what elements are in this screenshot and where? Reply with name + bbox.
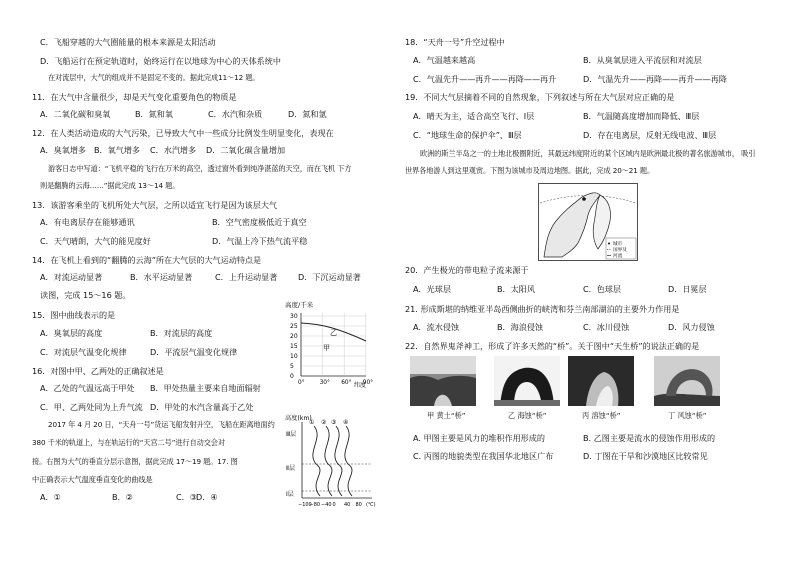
atmosphere-layers-chart (284, 412, 376, 510)
photo-caption-yi: 乙 海蚀“桥” (508, 411, 547, 420)
q11-stem: 11．在大气中含量很少，却是天气变化重要角色的物质是 (32, 92, 237, 102)
q20-option-b[interactable]: B．太阳风 (497, 284, 535, 294)
q17-option-a[interactable]: A．① (40, 492, 61, 502)
chart2-x-tick: −40 (321, 502, 332, 508)
chart1-y-tick: 25 (290, 323, 298, 330)
q13-option-d[interactable]: D．气温上冷下热气流平稳 (212, 236, 308, 246)
q14-option-a[interactable]: A．对流运动显著 (40, 272, 103, 282)
q19-option-b[interactable]: B．气温随高度增加而降低、Ⅲ层 (583, 111, 700, 121)
photo-caption-bing: 丙 溶蚀“桥” (582, 411, 621, 420)
q12-stem: 12．在人类活动造成的大气污染，已导致大气中一些成分比例发生明显变化，表现在 (32, 128, 334, 138)
q13-option-a[interactable]: A．有电离层存在能够通讯 (40, 217, 135, 227)
chart2-x-tick: 40 (344, 502, 351, 508)
intro-15-16: 读图，完成 15～16 题。 (40, 290, 131, 300)
layer-label-1: Ⅰ层 (286, 491, 294, 498)
q16-option-c[interactable]: C．甲、乙两处同为上升气流 (40, 402, 143, 412)
intro-17-c: 接。右图为大气的垂直分层示意图，据此完成 17～19 题。17. 图 (32, 457, 238, 466)
photo-wind-bridge (654, 356, 720, 406)
q20-stem: 20．产生极光的带电粒子流来源于 (405, 265, 529, 275)
q20-option-d[interactable]: D．日冕层 (668, 284, 707, 294)
q21-option-b[interactable]: B．海浪侵蚀 (497, 322, 544, 332)
q14-option-d[interactable]: D．下沉运动显著 (298, 272, 361, 282)
q11-option-d[interactable]: D．氮和氩 (288, 109, 327, 119)
curve-3 (335, 426, 342, 496)
q12-option-c[interactable]: C．水汽增多 (150, 145, 197, 155)
chart1-label-yi: 乙 (330, 329, 337, 337)
photo-caption-ding: 丁 风蚀“桥” (668, 411, 707, 420)
chart1-y-tick: 15 (290, 343, 298, 350)
q17-option-c[interactable]: C．③ (176, 492, 198, 502)
intro-11-12: 在对流层中，大气的组成并不是固定不变的。据此完成11～12 题。 (48, 73, 260, 82)
q22-option-b[interactable]: B. 乙图主要是流水的侵蚀作用形成的 (583, 433, 716, 443)
intro-20-21-b: 世界各地游人到这里观赏。下图为该城市及周边地图。据此，完成 20～21 题。 (405, 166, 655, 175)
chart1-x-tick: 60° (341, 380, 352, 386)
curve-label-3: ③ (331, 419, 337, 426)
q13-option-c[interactable]: C．天气晴朗，大气的能见度好 (40, 236, 151, 246)
q21-option-c[interactable]: C．冰川侵蚀 (583, 322, 630, 332)
q18-option-d[interactable]: D．气温先升——再降——再升——再降 (583, 74, 727, 84)
q15-stem: 15．图中曲线表示的是 (32, 310, 116, 320)
q14-stem: 14．在飞机上看到的“翻腾的云海”所在大气层的大气运动特点是 (32, 255, 262, 265)
q19-option-d[interactable]: D．存在电离层，反射无线电波、Ⅲ层 (583, 130, 717, 140)
q22-option-c[interactable]: C. 丙图的地貌类型在我国华北地区广布 (413, 451, 554, 461)
chart1-x-tick: 90° (362, 380, 374, 386)
chart2-x-unit: (℃) (366, 502, 376, 508)
chart1-x-tick: 30° (319, 380, 330, 386)
q19-stem: 19．不同大气层摘着不同的自然现象，下列叙述与所在大气层对应正确的是 (405, 92, 675, 102)
tropopause-chart (282, 298, 377, 388)
q18-option-b[interactable]: B．从臭氧层进入平流层和对流层 (583, 55, 702, 65)
scandinavia-map (538, 183, 638, 261)
chart1-y-tick: 20 (290, 333, 298, 340)
q18-stem: 18．“天舟一号”升空过程中 (405, 37, 505, 47)
q17-option-d[interactable]: D．④ (196, 492, 218, 502)
q20-option-a[interactable]: A．光球层 (413, 284, 451, 294)
intro-20-21-a: 欧洲的斯兰半岛之一的土地北极圈附近，其最远纬度附近的某个区域内是欧洲最北极的著名旅游城市， 吸引 (420, 149, 756, 158)
chart2-x-tick: −100 (298, 502, 312, 508)
city-marker (582, 197, 586, 201)
q21-option-a[interactable]: A．流水侵蚀 (413, 322, 460, 332)
curve-label-4: ④ (343, 419, 349, 426)
layer-label-2: Ⅱ层 (286, 465, 295, 472)
chart1-x-tick: 0° (298, 380, 305, 386)
q19-option-c[interactable]: C．“地球生命的保护伞”、Ⅲ层 (413, 130, 522, 140)
q15-option-a[interactable]: A．臭氧层的高度 (40, 328, 103, 338)
chart1-label-jia: 甲 (323, 344, 330, 352)
intro-17-d: 中正确表示大气温度垂直变化的曲线是 (32, 475, 153, 484)
chart2-x-tick: 0 (332, 502, 336, 508)
q20-option-c[interactable]: C．色球层 (583, 284, 622, 294)
intro-17-a: 2017 年 4 月 20 日，“天舟一号”货运飞船发射升空，飞船在距离地面约 (48, 420, 275, 429)
curve-2 (325, 426, 332, 496)
q18-option-c[interactable]: C．气温先升——再升——再降——再升 (413, 74, 557, 84)
q14-option-b[interactable]: B．水平运动显著 (130, 272, 193, 282)
option-d-prev: D．飞船运行在预定轨道时，始终运行在以地球为中心的天体系统中 (40, 56, 281, 66)
q16-option-d[interactable]: D．甲处的水汽含量高于乙处 (150, 402, 254, 412)
layer-label-3: Ⅲ层 (286, 431, 297, 438)
chart1-y-tick: 10 (290, 353, 298, 360)
curve-label-2: ② (321, 419, 327, 426)
q15-option-d[interactable]: D．平流层气温变化规律 (150, 347, 238, 357)
map-legend-border: 国界及 (613, 248, 627, 253)
chart1-y-tick: 5 (290, 363, 294, 370)
q21-stem: 21. 形成斯堪的纳维亚半岛西侧曲折的峡湾和芬兰南部湖泊的主要外力作用是 (405, 304, 680, 314)
q17-option-b[interactable]: B．② (112, 492, 133, 502)
q15-option-b[interactable]: B．对流层的高度 (150, 328, 213, 338)
q12-option-a[interactable]: A．臭氧增多 (40, 145, 87, 155)
chart2-y-title: 高度(km) (285, 415, 312, 422)
photo-karst-bridge (568, 356, 634, 406)
curve-4 (345, 426, 352, 496)
intro-13-14-a: 游客日志中写道：“飞机平稳的飞行在万米的高空，透过窗外看到纯净湛蓝的天空，而在飞机 下方 (48, 164, 352, 173)
photo-sea-arch (494, 356, 560, 406)
chart1-y-tick: 30 (290, 313, 298, 320)
curve-label-1: ① (309, 419, 315, 426)
photo-caption-jia: 甲 黄土“桥” (427, 411, 466, 420)
q18-option-a[interactable]: A．气温越来越高 (413, 55, 476, 65)
q13-stem: 13．该游客乘坐的飞机所处大气层，之所以适宜飞行是因为该层大气 (32, 200, 278, 210)
q13-option-b[interactable]: B．空气密度极低近于真空 (212, 217, 307, 227)
q11-option-c[interactable]: C．水汽和杂质 (208, 109, 263, 119)
intro-13-14-b: 则是翻腾的云海……”据此完成 13～14 题。 (40, 181, 180, 190)
map-legend-city: 城市 (613, 242, 623, 247)
q16-option-a[interactable]: A．乙处的气温远高于甲处 (40, 383, 135, 393)
q22-stem: 22．自然界鬼斧神工，形成了许多天然的“桥”。关于图中“天生桥”的说法正确的是 (405, 341, 700, 351)
chart1-y-title: 高度/千米 (285, 301, 314, 309)
chart1-y-tick: 0 (290, 373, 294, 380)
photo-loess-bridge (410, 356, 476, 406)
q22-option-a[interactable]: A. 甲图主要是风力的堆积作用形成的 (413, 433, 545, 443)
q12-option-b[interactable]: B．氧气增多 (94, 145, 141, 155)
q15-option-c[interactable]: C．对流层气温变化规律 (40, 347, 127, 357)
q12-option-d[interactable]: D．二氧化碳含量增加 (206, 145, 286, 155)
option-c-prev: C．飞船穿越的大气圈能量的根本来源是太阳活动 (40, 37, 216, 47)
intro-17-b: 380 千米的轨道上，与在轨运行的“天宫二号”进行自动交会对 (32, 438, 225, 447)
q22-option-d[interactable]: D. 丁图在干旱和沙漠地区比较常见 (583, 451, 708, 461)
chart2-x-tick: −80 (309, 502, 321, 508)
chart2-x-tick: 80 (355, 502, 362, 508)
curve-1 (313, 426, 320, 496)
map-legend-river: 河流 (613, 254, 623, 259)
chart1-x-title: 纬度 (354, 382, 367, 388)
q19-option-a[interactable]: A．晴天为主，适合高空飞行、Ⅰ层 (413, 111, 535, 121)
q14-option-c[interactable]: C．上升运动显著 (215, 272, 278, 282)
q16-stem: 16．对图中甲、乙两处的正确叙述是 (32, 366, 164, 376)
q16-option-b[interactable]: B．甲处热量主要来自地面辐射 (150, 383, 261, 393)
q11-option-b[interactable]: B．氮和氧 (135, 109, 173, 119)
q11-option-a[interactable]: A．二氧化碳和臭氧 (40, 109, 111, 119)
q21-option-d[interactable]: D．风力侵蚀 (668, 322, 715, 332)
